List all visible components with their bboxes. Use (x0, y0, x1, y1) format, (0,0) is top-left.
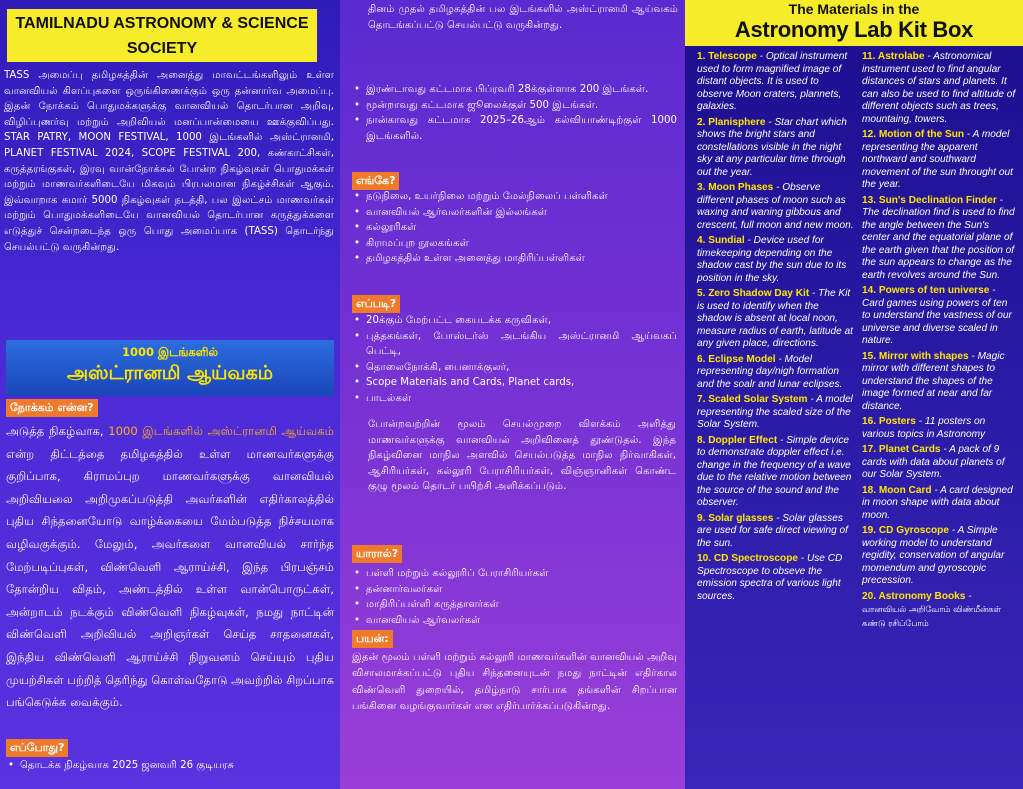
kit-item: 17. Planet Cards - A pack of 9 cards with data about planets of our Solar System. (862, 444, 1005, 480)
kit-item: 1. Telescope - Optical instrument used to form magnified image of distant objects. It is used to observe Moon craters, plannets, galaxies. (697, 51, 848, 112)
kit-item: 4. Sundial - Device used for timekeeping depending on the shadow cast by the sun due to its position in the sky. (697, 235, 847, 284)
purpose-highlight: 1000 இடங்களில் அஸ்ட்ரானமி ஆய்வகம் (108, 424, 334, 438)
kit-item-desc: Model representing day/nigh formation and the soalr and lunar eclipses. (697, 353, 843, 390)
how-list (352, 313, 677, 407)
kit-title (685, 0, 1023, 46)
kit-item-name: 3. Moon Phases (697, 182, 774, 193)
kit-item-name: 14. Powers of ten universe (862, 285, 990, 296)
kit-item: 13. Sun's Declination Finder - The declination find is used to find the angle between the Sun's center and the equatorial plane of the earth given that the position of the sun appears to change as the earth revolves around the Sun. (862, 194, 1015, 281)
kit-item-desc: A card designed in moon shape with data about moon. (862, 484, 1013, 521)
kit-item-name: 5. Zero Shadow Day Kit (697, 288, 810, 299)
phase-item: • மூன்றாவது கட்டமாக ஜூலைக்குள் 500 இடங்கள். (352, 98, 677, 114)
how-heading: எப்படி? (352, 295, 400, 313)
lab-banner (6, 340, 334, 396)
who-item: • தன்னார்வலர்கள் (352, 582, 677, 598)
where-item: • தமிழகத்தில் உள்ள அனைத்து மாதிரிப்பள்ளிகள் (352, 251, 677, 267)
kit-item-desc: A model representing the apparent northward and southward movement of the sun throught out the year. (862, 129, 1013, 190)
kit-column-b (862, 51, 1018, 633)
kit-item-name: 9. Solar glasses (697, 512, 774, 524)
how-item: • புத்தகங்கள், போஸ்டர்ஸ் அடங்கிய அஸ்ட்ரானமி ஆய்வகப் பெட்டி, (352, 329, 677, 360)
timeline-list (368, 2, 678, 33)
kit-item-desc: A Simple working model to understand regidity, conservation of angular momendum and gyroscopic precession. (862, 525, 1005, 586)
benefit-paragraph: இதன் மூலம் பள்ளி மற்றும் கல்லூரி மாணவர்களின் வானவியல் அறிவு விசாலமாக்கப்பட்டு புதிய சிந்தனையுடன் நமது நாட்டின் எதிர்கால விண்வெளி துறையில், தமிழ்நாடு சார்பாக தங்களின் சிறப்பான பங்கினை வழங்குவார்கள் என எதிர்பார்க்கப்படுகின்றது. (352, 652, 677, 713)
kit-column-a (697, 51, 855, 606)
kit-item-name: 1. Telescope (697, 51, 757, 62)
where-item: • நடுநிலை, உயர்நிலை மற்றும் மேல்நிலைப் பள்ளிகள் (352, 189, 677, 205)
kit-item: 6. Eclipse Model - Model representing day/nigh formation and the soalr and lunar eclipses. (697, 353, 843, 390)
kit-item-desc: Card games using powers of ten to understand the vastness of our universe and diverse scaled in nature. (862, 297, 1012, 346)
kit-item-desc: Simple device to demonstrate doppler effect i.e. change in the frequency of a wave due to the relative motion between the source of the sound and the observer. (697, 434, 852, 508)
how-paragraph: போன்றவற்றின் மூலம் செயல்முறை விளக்கம் அளித்து மாணவர்களுக்கு வானவியல் அறிவினைத் தூண்டுதல். இந்த நிகழ்வினை மாநில அளவில் செயல்படுத்த மாநில நிர்வாகிகள், ஆசிரியர்கள், கல்லூரி பேராசிரியர்கள், விஞ்ஞானிகள் கொண்ட குழு மூலம் தொடர் பயிற்சி அளிக்கப்படும். (368, 419, 676, 493)
kit-item: 20. Astronomy Books - வானவியல் அறிவோம் விண்மீன்கள் கண்டு ரசிப்போம் (862, 590, 1002, 628)
kit-item-name: 13. Sun's Declination Finder (862, 194, 997, 206)
purpose-heading: நோக்கம் என்ன? (6, 399, 98, 417)
kit-item: 16. Posters - 11 posters on various topics in Astronomy (862, 416, 986, 440)
kit-item-name: 2. Planisphere (697, 116, 766, 128)
kit-item-name: 15. Mirror with shapes (862, 350, 969, 362)
left-panel (0, 0, 340, 789)
kit-item-name: 11. Astrolabe (862, 51, 925, 62)
kit-item-desc: The declination find is used to find the angle between the Sun's center and the equatorial plane of the earth given that the position of the sun appears to change as the earth revolves around the Sun. (862, 207, 1015, 281)
phase-list (352, 82, 677, 144)
kit-item-desc: வானவியல் அறிவோம் விண்மீன்கள் கண்டு ரசிப்போம் (862, 604, 1002, 628)
kit-item-desc: Optical instrument used to form magnified image of distant objects. It is used to observe Moon craters, plannets, galaxies. (697, 51, 848, 112)
how-item: • Scope Materials and Cards, Planet cards, (352, 375, 677, 391)
when-item: • தொடக்க நிகழ்வாக 2025 ஜனவரி 26 குடியரசு (6, 758, 334, 774)
kit-item-desc: A model representing the scaled size of the Solar System. (697, 394, 853, 430)
kit-item-desc: Observe different phases of moon such as waxing and waning gibbous and crescent, full moon and new moon. (697, 182, 854, 231)
kit-item-name: 12. Motion of the Sun (862, 129, 965, 140)
kit-item-name: 4. Sundial (697, 235, 745, 246)
purpose-paragraph (6, 420, 334, 714)
kit-item-desc: A pack of 9 cards with data about planets of our Solar System. (862, 444, 1005, 480)
kit-item-name: 19. CD Gyroscope (862, 525, 949, 536)
how-item: • பாடல்கள் (352, 391, 677, 407)
phase-item: • இரண்டாவது கட்டமாக பிப்ரவரி 28க்குள்ளாக 200 இடங்கள். (352, 82, 677, 98)
kit-item-desc: Star chart which shows the bright stars and constellations visible in the night sky at any particular time through out the year. (697, 116, 847, 178)
who-item: • மாதிரிப்பள்ளி கருத்தாளர்கள் (352, 597, 677, 613)
kit-item-name: 7. Scaled Solar System (697, 394, 808, 405)
kit-item-desc: Astronomical instrument used to find angular distances of stars and planets. It can also be used to find altitude of different objects such as trees, mountaing, towers. (862, 51, 1016, 125)
society-intro: TASS அமைப்பு தமிழகத்தின் அனைத்து மாவட்டங்களிலும் உள்ள வானவியல் கிளப்புகளை ஒருங்கிணைக்கும் ஒரு தன்னார்வ அமைப்பு. இதன் நோக்கம் பொதுமக்களுக்கு வானவியல் தொடர்பான அறிவு, விழிப்புணர்வு மற்றும் அறிவியல் மனப்பான்மையை ஊக்குவிப்பது. STAR PATRY, MOON FESTIVAL, 1000 இடங்களில் அஸ்ட்ரானமி, PLANET FESTIVAL 2024, SCOPE FESTIVAL 200, கண்காட்சிகள், கருத்தரங்குகள், இரவு வான்நோக்கல் போன்ற நிகழ்வுகள் பொதுமக்கள் மற்றும் மாணவர்களிடையே மிகவும் பிரபலமான நிகழ்ச்சிகள் ஆகும். இவ்வாறாக சுமார் 5000 நிகழ்வுகள் நடத்தி, பல இலட்சம் மாணவர்கள் மற்றும் பொதுமக்களிடையே வானவியல் தொடர்பான கருத்துக்களை எடுத்துச் சென்றடைந்த ஒரு பொது அமைப்பாக (TASS) தொடர்ந்து செயல்பட்டு வருகின்றது. (4, 70, 334, 253)
kit-item-name: 16. Posters (862, 416, 916, 427)
banner-line-2: அஸ்ட்ரானமி ஆய்வகம் (66, 362, 274, 384)
kit-item-name: 20. Astronomy Books (862, 590, 966, 602)
kit-item: 7. Scaled Solar System - A model representing the scaled size of the Solar System. (697, 394, 853, 430)
when-list (6, 758, 334, 774)
where-item: • கிராமப்புற நூலகங்கள் (352, 236, 677, 252)
purpose-post: என்ற திட்டத்தை தமிழகத்தில் உள்ள மாணவர்களுக்கு குறிப்பாக, கிராமப்புற மாணவர்களுக்கு வானவியல் அறிவியலை அறிமுகப்படுத்தி அவர்களின் எதிர்காலத்தில் புதிய சிந்தனையோடு வாழ்க்கையை மேம்படுத்த நிச்சயமாக வழிவகுக்கும். மேலும், அவர்களை வானவியல் சார்ந்த மேற்படிப்புகள், விண்வெளி ஆராய்ச்சி, இந்த பிரபஞ்சம் தோன்றிய விதம், அண்டத்தில் உள்ள வான்பொருட்கள், அன்றாடம் நடக்கும் விண்வெளி நிகழ்வுகள், நமது நாட்டின் விண்வெளி அறிவியல் அறிஞர்கள் செய்த சாதனைகள், இந்திய விண்வெளி ஆராய்ச்சி நிறுவனம் செய்யும் புதிய முயற்சிகள் பற்றித் தெரிந்து கொள்வதோடு அவற்றில் சிறப்பாக பங்கெடுக்க வைக்கும். (6, 446, 334, 710)
kit-item-desc: Magic mirror with different shapes to understand the shapes of the image formed at near and far distance. (862, 350, 1005, 412)
kit-item: 3. Moon Phases - Observe different phases of moon such as waxing and waning gibbous and crescent, full moon and new moon. (697, 182, 854, 231)
who-heading: யாரால்? (352, 545, 402, 563)
kit-item-name: 17. Planet Cards (862, 444, 941, 455)
kit-item-desc: Solar glasses are used for safe direct viewing of the sun. (697, 512, 848, 549)
where-heading: எங்கே? (352, 172, 399, 190)
benefit-heading: பயன்: (352, 630, 393, 648)
who-item: • பள்ளி மற்றும் கல்லூரிப் பேராசிரியர்கள் (352, 566, 677, 582)
banner-line-1: 1000 இடங்களில் (121, 345, 219, 359)
kit-item-name: 18. Moon Card (862, 484, 932, 496)
when-heading: எப்போது? (6, 739, 68, 757)
society-title: TAMILNADU ASTRONOMY & SCIENCE SOCIETY (7, 9, 317, 62)
kit-title-line-2: Astronomy Lab Kit Box (734, 17, 974, 42)
who-list (352, 566, 677, 628)
kit-item-desc: Use CD Spectroscope to obseve the emission spectra of various light sources. (697, 553, 843, 602)
kit-item: 2. Planisphere - Star chart which shows the bright stars and constellations visible in the night sky at any particular time through out the year. (697, 116, 847, 178)
how-item: • 20க்கும் மேற்பட்ட கையடக்க கருவிகள், (352, 313, 677, 329)
kit-item: 14. Powers of ten universe - Card games using powers of ten to understand the vastness of our universe and diverse scaled in nature. (862, 285, 1012, 346)
kit-item-name: 8. Doppler Effect (697, 434, 778, 446)
kit-item: 9. Solar glasses - Solar glasses are used for safe direct viewing of the sun. (697, 512, 848, 549)
where-item: • வானவியல் ஆர்வலர்களின் இல்லங்கள் (352, 205, 677, 221)
who-item: • வானவியல் ஆர்வலர்கள் (352, 613, 677, 629)
where-list (352, 189, 677, 267)
kit-item-desc: 11 posters on various topics in Astronomy (862, 416, 986, 440)
kit-item-name: 6. Eclipse Model (697, 353, 776, 365)
kit-item: 19. CD Gyroscope - A Simple working model to understand regidity, conservation of angular momendum and gyroscopic precession. (862, 525, 1005, 586)
phase-item: • நான்காவது கட்டமாக 2025–26ஆம் கல்வியாண்டிற்குள் 1000 இடங்களில். (352, 113, 677, 144)
kit-item-desc: The Kit is used to identify when the shadow is absent at local noon, measure radius of earth, latitude at any given place, directions. (697, 288, 853, 349)
kit-item-name: 10. CD Spectroscope (697, 553, 798, 564)
where-item: • கல்லூரிகள் (352, 220, 677, 236)
kit-item: 8. Doppler Effect - Simple device to demonstrate doppler effect i.e. change in the frequency of a wave due to the relative motion between the source of the sound and the observer. (697, 434, 852, 508)
timeline-item: தினம் முதல் தமிழகத்தின் பல இடங்களில் அஸ்ட்ரானமி ஆய்வகம் தொடங்கப்பட்டு செயல்பட்டு வருகின்றது. (368, 4, 678, 31)
kit-item: 12. Motion of the Sun - A model representing the apparent northward and southward movement of the sun throught out the year. (862, 129, 1013, 190)
kit-item: 18. Moon Card - A card designed in moon shape with data about moon. (862, 484, 1013, 521)
how-item: • தொலைநோக்கி, பைனாக்குலர், (352, 360, 677, 376)
kit-item: 15. Mirror with shapes - Magic mirror with different shapes to understand the shapes of the image formed at near and far distance. (862, 350, 1005, 412)
kit-item: 5. Zero Shadow Day Kit - The Kit is used to identify when the shadow is absent at local noon, measure radius of earth, latitude at any given place, directions. (697, 288, 853, 349)
kit-title-line-1: The Materials in the (788, 1, 920, 17)
kit-item: 11. Astrolabe - Astronomical instrument used to find angular distances of stars and planets. It can also be used to find altitude of different objects such as trees, mountaing, towers. (862, 51, 1016, 125)
purpose-pre: அடுத்த நிகழ்வாக, (6, 424, 109, 438)
kit-item: 10. CD Spectroscope - Use CD Spectroscope to obseve the emission spectra of various light sources. (697, 553, 843, 602)
kit-item-desc: Device used for timekeeping depending on the shadow cast by the sun due to its position in the sky. (697, 235, 847, 284)
